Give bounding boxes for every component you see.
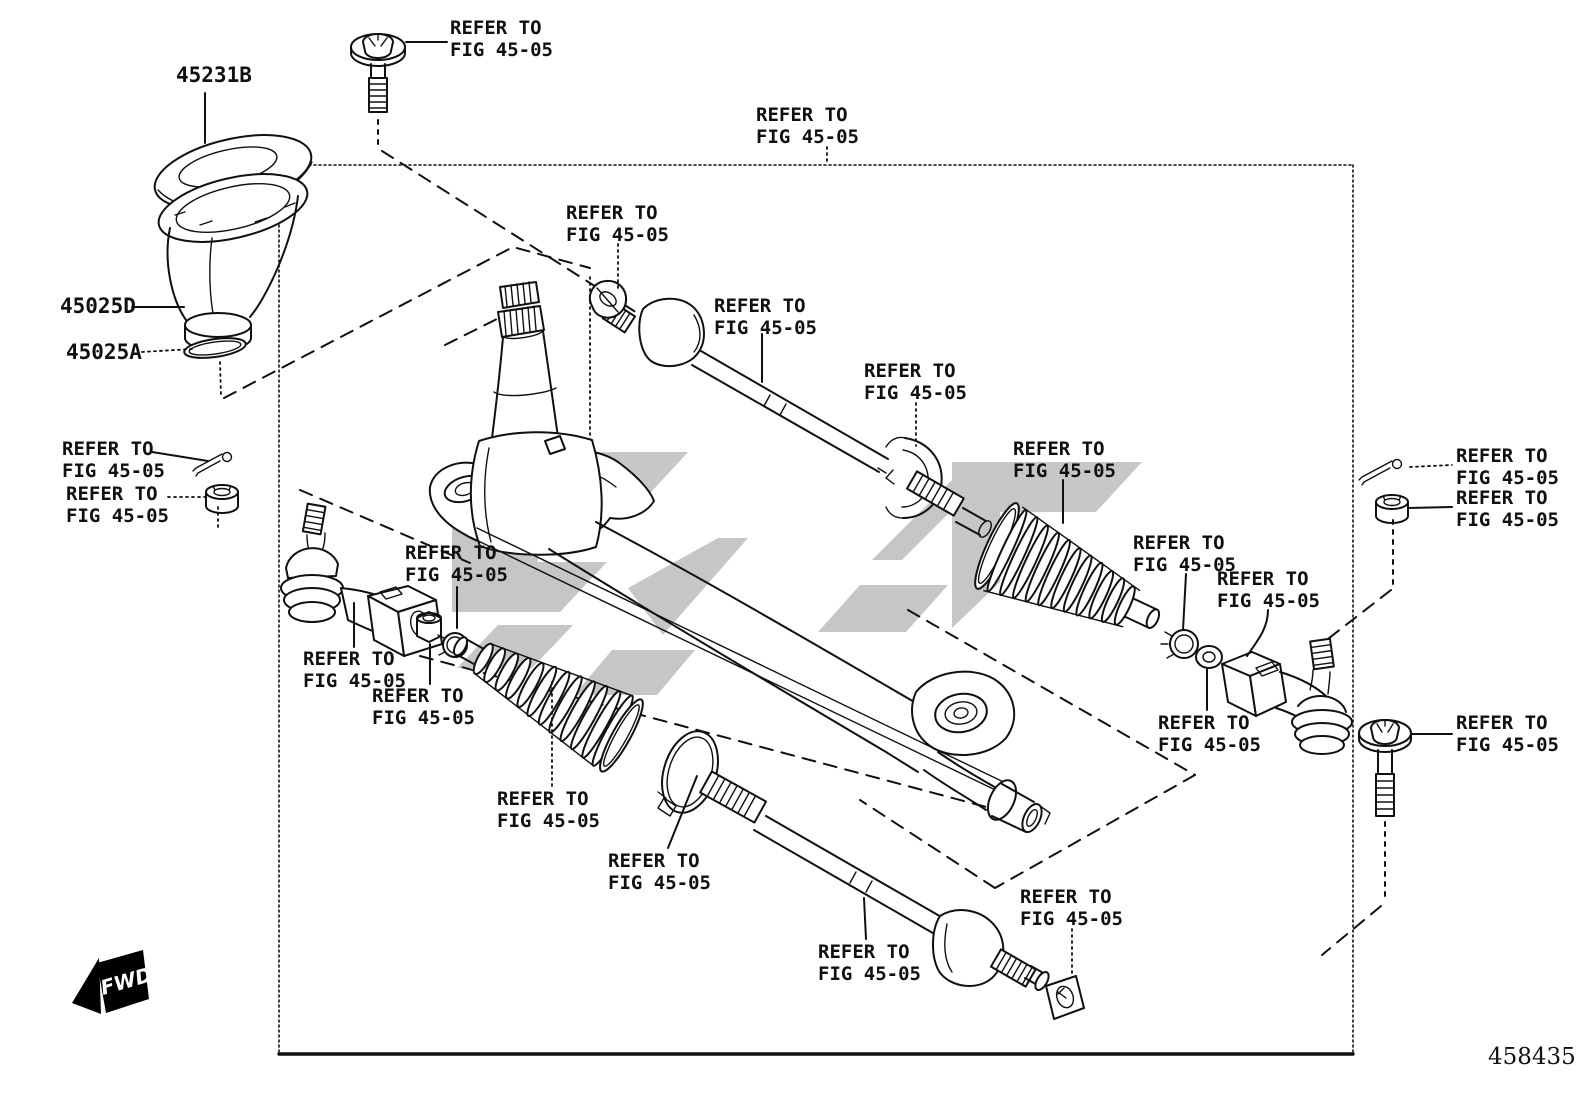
refer-note-right-boot — [1013, 438, 1116, 482]
refer-note-line2: FIG 45-05 — [1013, 460, 1116, 482]
refer-note-lower-rod — [818, 941, 921, 985]
refer-note-left-nut — [66, 483, 169, 527]
refer-note-line2: FIG 45-05 — [450, 39, 553, 61]
lock-washer-upper — [590, 281, 626, 318]
refer-note-line2: FIG 45-05 — [66, 505, 169, 527]
boot-clamp-left-big — [652, 724, 727, 820]
refer-note-left-boot — [497, 788, 600, 832]
refer-note-top-center — [756, 104, 859, 148]
refer-note-line2: FIG 45-05 — [1133, 554, 1236, 576]
refer-note-lower-washer — [1020, 886, 1123, 930]
refer-note-line2: FIG 45-05 — [756, 126, 859, 148]
refer-note-line2: FIG 45-05 — [1456, 734, 1559, 756]
refer-note-line1: REFER TO — [303, 648, 395, 670]
refer-note-line1: REFER TO — [864, 360, 956, 382]
refer-note-line2: FIG 45-05 — [405, 564, 508, 586]
refer-note-line1: REFER TO — [818, 941, 910, 963]
cotter-pin-left — [193, 453, 232, 477]
claw-washer-lower — [1046, 976, 1084, 1019]
refer-note-top-bolt — [450, 17, 553, 61]
refer-note-line2: FIG 45-05 — [1456, 467, 1559, 489]
part-number-45231B: 45231B — [176, 63, 252, 87]
refer-note-upper-clamp — [864, 360, 967, 404]
refer-note-left-pin — [62, 438, 165, 482]
castle-nut-left — [206, 485, 238, 513]
refer-note-line1: REFER TO — [1456, 445, 1548, 467]
refer-note-line1: REFER TO — [1456, 712, 1548, 734]
refer-note-line1: REFER TO — [1456, 487, 1548, 509]
refer-note-line1: REFER TO — [608, 850, 700, 872]
figure-number: 458435 — [1488, 1044, 1576, 1070]
refer-note-line2: FIG 45-05 — [1158, 734, 1261, 756]
refer-note-left-small-clamp — [405, 542, 508, 586]
refer-note-line1: REFER TO — [566, 202, 658, 224]
boot-clamp-right-small — [1161, 630, 1198, 658]
leader-lines — [132, 42, 1452, 974]
refer-note-line1: REFER TO — [66, 483, 158, 505]
refer-note-line2: FIG 45-05 — [303, 670, 406, 692]
fwd-label: FWD — [97, 962, 155, 1000]
refer-note-left-lock-nut — [372, 685, 475, 729]
refer-note-line2: FIG 45-05 — [1456, 509, 1559, 531]
dust-seal-ring — [183, 335, 247, 361]
refer-note-line2: FIG 45-05 — [714, 317, 817, 339]
refer-note-line2: FIG 45-05 — [62, 460, 165, 482]
part-number-45025D: 45025D — [60, 294, 136, 318]
refer-note-line1: REFER TO — [497, 788, 589, 810]
refer-note-line1: REFER TO — [1217, 568, 1309, 590]
refer-note-line1: REFER TO — [1158, 712, 1250, 734]
refer-note-line2: FIG 45-05 — [818, 963, 921, 985]
refer-note-line2: FIG 45-05 — [1217, 590, 1320, 612]
part-number-45025A: 45025A — [66, 340, 142, 364]
castle-nut-right — [1376, 495, 1408, 523]
refer-note-line2: FIG 45-05 — [864, 382, 967, 404]
refer-note-line1: REFER TO — [1013, 438, 1105, 460]
refer-note-line1: REFER TO — [450, 17, 542, 39]
refer-note-lock-washer — [566, 202, 669, 246]
refer-note-line1: REFER TO — [372, 685, 464, 707]
refer-note-right-tie-rod — [1217, 568, 1320, 612]
refer-note-right-pin — [1456, 445, 1559, 489]
boot-clamp-upper — [878, 437, 942, 518]
refer-note-right-castle-nut — [1456, 487, 1559, 531]
refer-note-line2: FIG 45-05 — [608, 872, 711, 894]
refer-note-line1: REFER TO — [1020, 886, 1112, 908]
refer-note-line2: FIG 45-05 — [566, 224, 669, 246]
refer-note-left-big-clamp — [608, 850, 711, 894]
refer-note-upper-rod — [714, 295, 817, 339]
refer-note-line1: REFER TO — [405, 542, 497, 564]
fwd-arrow — [72, 950, 155, 1014]
mounting-bolt-top — [351, 34, 405, 112]
lock-nut-right — [1196, 646, 1222, 668]
refer-note-line1: REFER TO — [1133, 532, 1225, 554]
refer-note-right-lock-nut — [1158, 712, 1261, 756]
refer-note-line1: REFER TO — [62, 438, 154, 460]
tie-rod-lock-nut-left — [417, 612, 441, 642]
refer-note-line1: REFER TO — [756, 104, 848, 126]
refer-note-bottom-bolt — [1456, 712, 1559, 756]
refer-note-line2: FIG 45-05 — [1020, 908, 1123, 930]
mounting-bolt-bottom — [1359, 720, 1411, 816]
refer-note-line2: FIG 45-05 — [372, 707, 475, 729]
refer-note-line2: FIG 45-05 — [497, 810, 600, 832]
cotter-pin-right — [1359, 460, 1402, 486]
refer-note-line1: REFER TO — [714, 295, 806, 317]
